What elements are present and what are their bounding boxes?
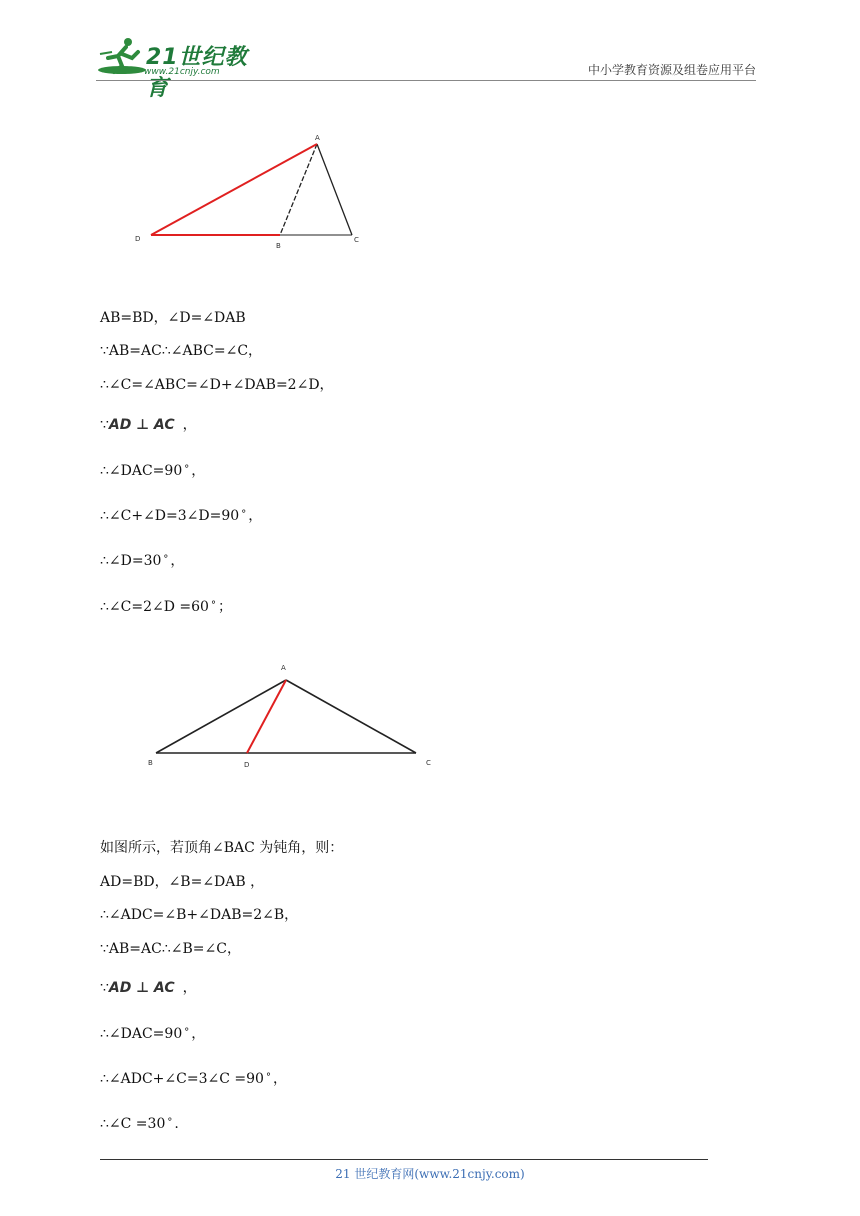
solution-line: AD=BD，∠B=∠DAB ， — [100, 874, 265, 890]
page-header — [96, 30, 756, 101]
segment-DA — [151, 144, 317, 235]
solution-line: ∴∠D=30 ° ， — [100, 553, 185, 569]
solution-line: ∴∠ADC=∠B+∠DAB=2∠B， — [100, 907, 299, 923]
solution-line: AB=BD，∠D=∠DAB — [100, 310, 246, 326]
runner-logo-icon — [96, 34, 148, 78]
triangle-figure-2 — [140, 660, 450, 775]
solution-line: ∵AD ⊥ AC ， — [100, 417, 197, 433]
label-A: A — [281, 664, 286, 672]
solution-line: ∴∠C+∠D=3∠D=90 ° ， — [100, 508, 263, 524]
solution-line: ∴∠C=2∠D =60 ° ； — [100, 599, 232, 615]
solution-line: ∴∠C=∠ABC=∠D+∠DAB=2∠D， — [100, 377, 334, 393]
footer-text[interactable]: 21 世纪教育网(www.21cnjy.com) — [335, 1167, 525, 1181]
header-divider — [96, 80, 756, 81]
header-platform-text: 中小学教育资源及组卷应用平台 — [587, 63, 756, 77]
label-C: C — [426, 759, 431, 767]
solution-line: ∵AB=AC∴∠ABC=∠C， — [100, 343, 263, 359]
triangle-figure-1 — [130, 130, 380, 255]
footer-divider — [100, 1159, 708, 1160]
label-D: D — [244, 761, 250, 769]
logo-text: 21世纪教育 — [146, 45, 248, 101]
math-expression: AD ⊥ AC — [108, 417, 175, 433]
solution-line: ∴∠DAC=90 ° ， — [100, 1026, 206, 1042]
label-B: B — [148, 759, 153, 767]
label-C: C — [354, 236, 359, 244]
solution-line: ∴∠ADC+∠C=3∠C =90 ° ， — [100, 1071, 287, 1087]
solution-line: 如图所示，若顶角∠BAC 为钝角，则： — [100, 840, 344, 856]
solution-line: ∵AB=AC∴∠B=∠C， — [100, 941, 241, 957]
solution-line: ∴∠DAC=90 ° ， — [100, 463, 206, 479]
solution-line: ∴∠C =30 ° . — [100, 1116, 179, 1132]
label-B: B — [276, 242, 281, 250]
label-A: A — [315, 134, 320, 142]
logo-url: www.21cnjy.com — [144, 67, 220, 77]
solution-line: ∵AD ⊥ AC ， — [100, 980, 197, 996]
math-expression: AD ⊥ AC — [108, 980, 175, 996]
site-logo — [96, 34, 266, 101]
label-D: D — [135, 235, 141, 243]
